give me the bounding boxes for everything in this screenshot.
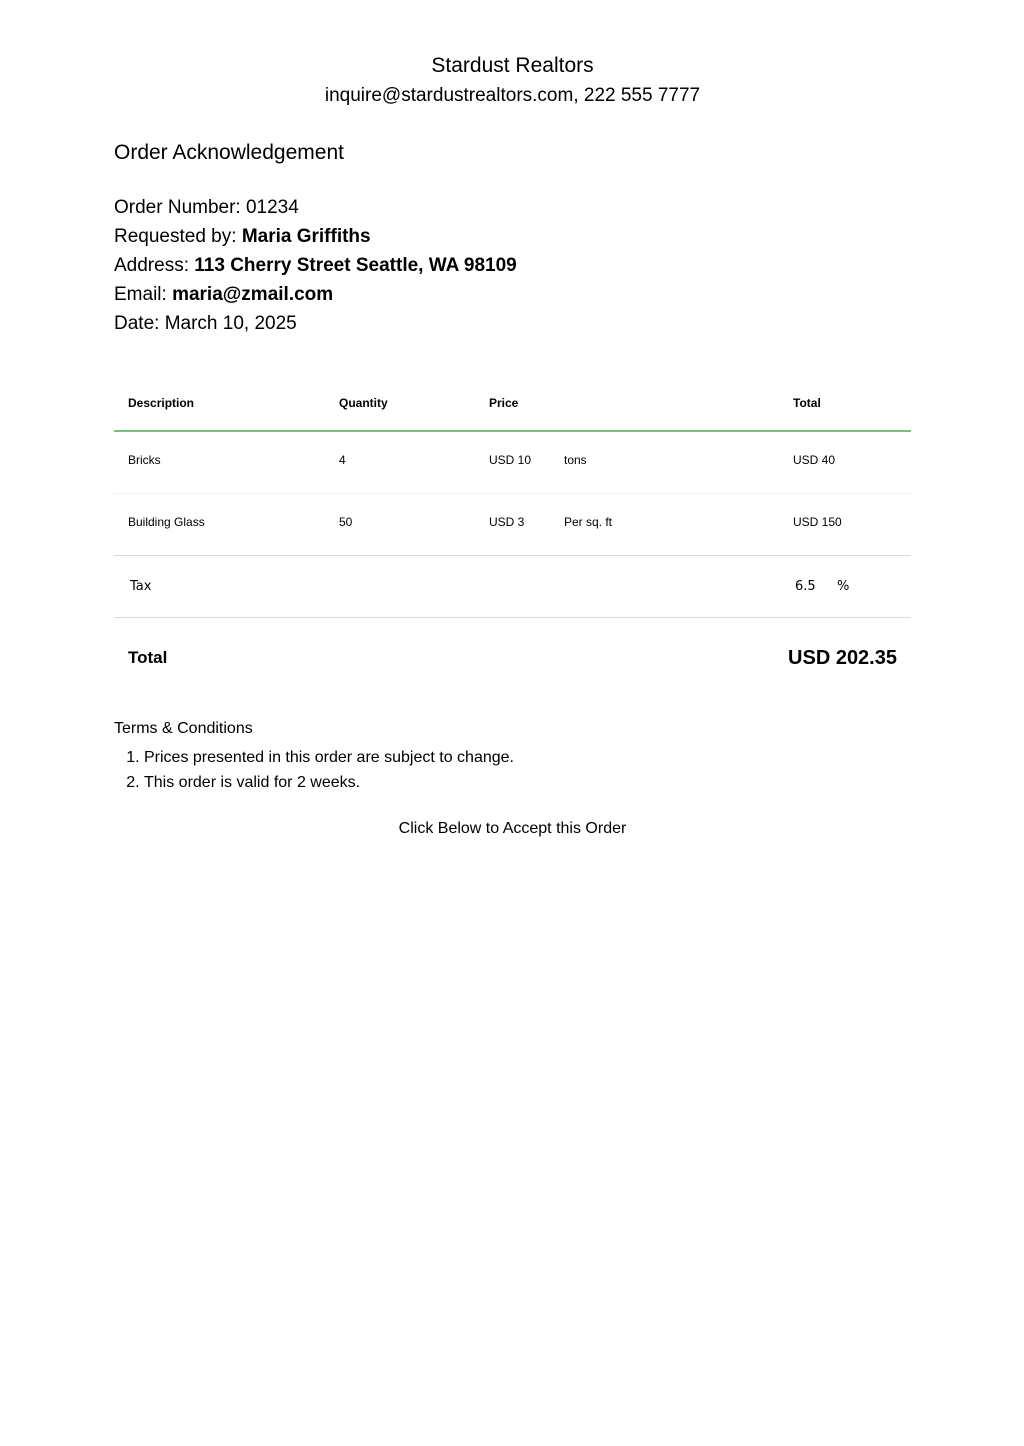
document-title: Order Acknowledgement <box>114 141 344 164</box>
requested-by-line <box>114 226 371 248</box>
row-unit: Per sq. ft <box>564 515 613 529</box>
row-total: USD 150 <box>793 515 842 529</box>
email-value: maria@zmail.com <box>172 284 334 305</box>
company-contact: inquire@stardustrealtors.com, 222 555 7777 <box>324 85 701 106</box>
order-table <box>114 380 911 698</box>
date-value: March 10, 2025 <box>164 313 297 334</box>
tax-row <box>114 556 911 618</box>
address-value: 113 Cherry Street Seattle, WA 98109 <box>194 255 517 276</box>
email-label: Email: <box>114 284 167 305</box>
header-quantity: Quantity <box>339 396 388 410</box>
requested-by-value: Maria Griffiths <box>241 226 371 247</box>
row-price: USD 3 <box>489 515 525 529</box>
order-number-value: 01234 <box>245 197 299 218</box>
address-line <box>114 255 517 277</box>
list-item: 1. Prices presented in this order are subject to change. <box>144 745 514 770</box>
terms-list <box>114 745 514 795</box>
terms-heading: Terms & Conditions <box>114 720 253 737</box>
email-line <box>114 284 333 306</box>
row-description: Building Glass <box>128 515 205 529</box>
row-total: USD 40 <box>793 453 836 467</box>
row-unit: tons <box>564 453 587 467</box>
requested-by-label: Requested by: <box>114 226 237 247</box>
table-row <box>114 494 911 556</box>
accept-order-prompt: Click Below to Accept this Order <box>398 820 627 837</box>
row-quantity: 50 <box>339 515 353 529</box>
grand-total-value: USD 202.35 <box>788 647 897 669</box>
order-number-label: Order Number: <box>114 197 241 218</box>
list-item: 2. This order is valid for 2 weeks. <box>144 770 514 795</box>
row-quantity: 4 <box>339 453 346 467</box>
tax-unit: % <box>837 579 850 594</box>
company-name: Stardust Realtors <box>431 54 594 77</box>
table-header <box>114 380 911 432</box>
order-number-line <box>114 197 299 219</box>
tax-label: Tax <box>130 579 152 594</box>
grand-total-row <box>114 618 911 698</box>
date-label: Date: <box>114 313 160 334</box>
header-description: Description <box>128 396 195 410</box>
address-label: Address: <box>114 255 189 276</box>
tax-value-input[interactable]: 6.5 <box>795 579 816 594</box>
row-description: Bricks <box>128 453 161 467</box>
date-line <box>114 313 297 335</box>
header-total: Total <box>793 396 821 410</box>
row-price: USD 10 <box>489 453 532 467</box>
grand-total-label: Total <box>128 648 168 667</box>
table-row <box>114 432 911 494</box>
header-price: Price <box>489 396 519 410</box>
